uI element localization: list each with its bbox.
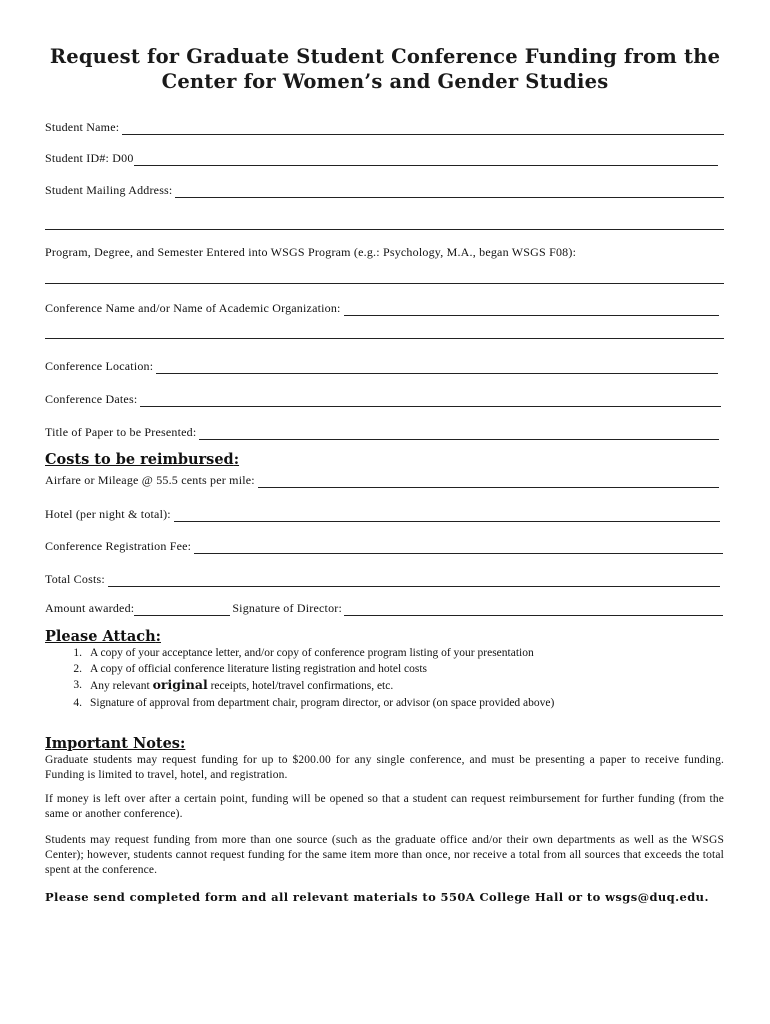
conference-dates-blank[interactable] [140, 394, 721, 407]
list-number: 1. [73, 647, 82, 659]
total-costs-label: Total Costs: [45, 572, 105, 586]
list-item [45, 661, 724, 677]
total-costs-field[interactable] [45, 569, 720, 587]
student-name-label: Student Name: [45, 120, 120, 134]
conference-name-blank-2[interactable] [45, 338, 724, 339]
list-item [45, 645, 724, 661]
hotel-field[interactable] [45, 504, 720, 522]
registration-fee-field[interactable] [45, 536, 723, 554]
note-leftover-funds: If money is left over after a certain point, funding will be opened so that a student can request reimbursement for further funding (from the same or another conference). [45, 793, 724, 820]
program-blank[interactable] [45, 283, 724, 284]
note-funding-limit: Graduate students may request funding for up to $200.00 for any single conference, and must be presenting a paper to receive funding. Funding is limited to travel, hotel, and registration. [45, 754, 724, 781]
conference-location-label: Conference Location: [45, 359, 154, 373]
student-id-field[interactable] [45, 148, 718, 166]
title-line-2: Center for Women’s and Gender Studies [161, 70, 609, 93]
title-line-1: Request for Graduate Student Conference Funding from the [49, 45, 721, 68]
list-number: 4. [73, 697, 82, 709]
list-text: Signature of approval from department chair, program director, or advisor (on space provided above) [90, 697, 555, 709]
form-title [40, 44, 730, 94]
conference-name-blank[interactable] [344, 303, 719, 316]
costs-heading: Costs to be reimbursed: [45, 451, 240, 468]
conference-dates-field[interactable] [45, 389, 721, 407]
mailing-address-field[interactable] [45, 180, 724, 198]
list-item [45, 677, 724, 693]
paper-title-label: Title of Paper to be Presented: [45, 425, 197, 439]
attach-heading: Please Attach: [45, 628, 161, 645]
mailing-address-blank[interactable] [175, 185, 724, 198]
mailing-address-blank-2[interactable] [45, 229, 724, 230]
airfare-label: Airfare or Mileage @ 55.5 cents per mile: [45, 473, 255, 487]
paper-title-field[interactable] [45, 422, 719, 440]
conference-location-blank[interactable] [156, 361, 718, 374]
paper-title-blank[interactable] [199, 427, 719, 440]
registration-fee-label: Conference Registration Fee: [45, 539, 192, 553]
list-text: A copy of your acceptance letter, and/or copy of conference program listing of your presentation [90, 647, 534, 659]
student-name-field[interactable] [45, 117, 724, 135]
list-number: 3. [73, 679, 82, 691]
conference-name-label: Conference Name and/or Name of Academic Organization: [45, 301, 341, 315]
signature-director-blank[interactable] [344, 603, 723, 616]
airfare-field[interactable] [45, 470, 719, 488]
award-signature-field[interactable] [45, 598, 723, 616]
conference-location-field[interactable] [45, 356, 718, 374]
conference-name-field[interactable] [45, 298, 719, 316]
hotel-label: Hotel (per night & total): [45, 507, 171, 521]
total-costs-blank[interactable] [108, 574, 720, 587]
emphasis-original: original [152, 677, 208, 692]
amount-awarded-blank[interactable] [134, 603, 230, 616]
amount-awarded-label: Amount awarded: [45, 601, 135, 615]
mailing-address-label: Student Mailing Address: [45, 183, 173, 197]
airfare-blank[interactable] [258, 475, 719, 488]
list-number: 2. [73, 663, 82, 675]
list-text: Any relevant original receipts, hotel/travel confirmations, etc. [90, 677, 394, 692]
attach-list [45, 645, 724, 711]
list-item [45, 695, 724, 711]
student-id-label: Student ID#: D00 [45, 151, 134, 165]
submission-instructions: Please send completed form and all relevant materials to 550A College Hall or to wsgs@duq.edu. [45, 890, 709, 904]
student-name-blank[interactable] [122, 122, 724, 135]
program-label: Program, Degree, and Semester Entered into WSGS Program (e.g.: Psychology, M.A., began WSGS F08): [45, 245, 577, 259]
student-id-blank[interactable] [134, 153, 718, 166]
hotel-blank[interactable] [174, 509, 720, 522]
notes-heading: Important Notes: [45, 735, 186, 752]
list-text: A copy of official conference literature listing registration and hotel costs [90, 663, 428, 675]
conference-dates-label: Conference Dates: [45, 392, 138, 406]
signature-director-label: Signature of Director: [232, 601, 343, 615]
note-multiple-sources: Students may request funding from more than one source (such as the graduate office and/or their own departments as well as the WSGS Center); however, students cannot request funding for the same item more than once, nor receive a total from all sources that exceeds the total spent at the conference. [45, 834, 724, 876]
registration-fee-blank[interactable] [194, 541, 723, 554]
